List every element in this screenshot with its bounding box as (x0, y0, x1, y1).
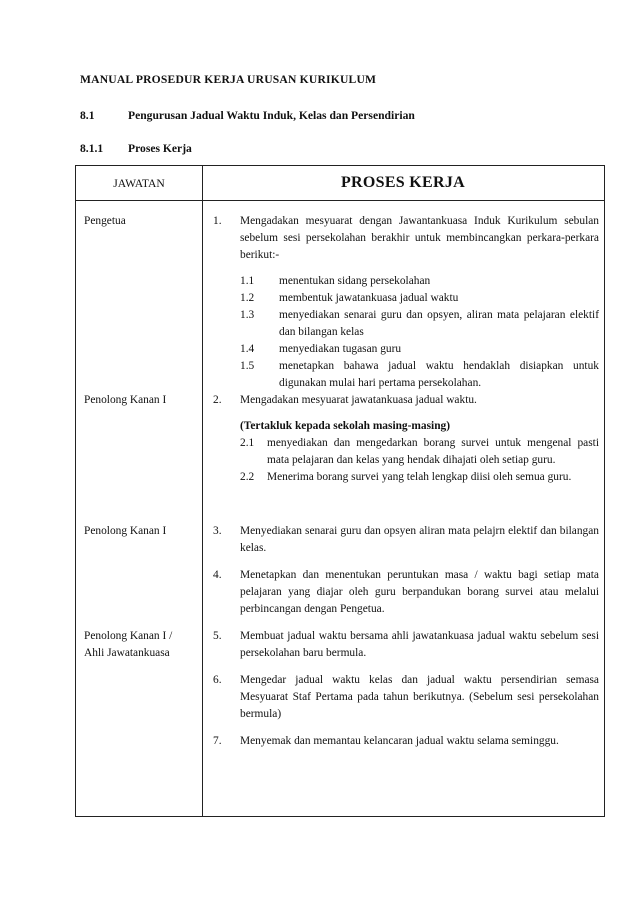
sub-item-number: 2.1 (240, 437, 255, 449)
role-cell (84, 628, 202, 662)
sub-item-number: 1.5 (240, 360, 255, 372)
sub-item (240, 273, 599, 290)
process-item-4 (213, 567, 599, 618)
process-item-6 (213, 672, 599, 723)
role-line: Ahli Jawatankuasa (84, 647, 170, 659)
sub-item-text: menyediakan senarai guru dan opsyen, aliran mata pelajaran elektif dan bilangan kelas (279, 309, 599, 338)
role-line: Penolong Kanan I (84, 394, 167, 406)
role-line: Penolong Kanan I (84, 525, 167, 537)
sub-item-text: membentuk jawatankuasa jadual waktu (279, 292, 459, 304)
process-table (75, 165, 605, 817)
sub-item (240, 290, 599, 307)
item-text: Mengadakan mesyuarat dengan Jawantankuasa Induk Kurikulum sebulan sebelum sesi persekolahan berakhir untuk membincangkan perkara-perkara berikut:- (240, 215, 599, 261)
sub-item (240, 469, 599, 486)
item-number: 3. (213, 525, 222, 537)
sub-item-number: 1.4 (240, 343, 255, 355)
process-item-5 (213, 628, 599, 662)
process-item-3 (213, 523, 599, 557)
item-number: 5. (213, 630, 222, 642)
role-line: Penolong Kanan I / (84, 630, 173, 642)
item-text: Menyediakan senarai guru dan opsyen aliran mata pelajrn elektif dan bilangan kelas. (240, 525, 599, 554)
item-number: 6. (213, 674, 222, 686)
section-title: Pengurusan Jadual Waktu Induk, Kelas dan Persendirian (128, 109, 415, 122)
subsection-number: 8.1.1 (80, 142, 104, 155)
sub-item-number: 1.2 (240, 292, 255, 304)
item-text: Membuat jadual waktu bersama ahli jawatankuasa jadual waktu sebelum sesi persekolahan baru bermula. (240, 630, 599, 659)
item-number: 2. (213, 394, 222, 406)
header-divider (76, 200, 604, 201)
role-cell (84, 523, 202, 540)
sub-item-text: menyediakan dan mengedarkan borang survei untuk mengenal pasti mata pelajaran dan kelas yang hendak dihajati oleh setiap guru. (267, 437, 599, 466)
subsection-title: Proses Kerja (128, 142, 192, 155)
role-line: Pengetua (84, 215, 126, 227)
sub-item-number: 1.1 (240, 275, 255, 287)
sub-item-text: Menerima borang survei yang telah lengkap diisi oleh semua guru. (267, 471, 572, 483)
sub-item (240, 307, 599, 341)
sub-item-text: menyediakan tugasan guru (279, 343, 402, 355)
item-text: Mengedar jadual waktu kelas dan jadual waktu persendirian semasa Mesyuarat Staf Pertama pada tahun berikutnya. (Sebelum sesi persekolahan bermula) (240, 674, 599, 720)
item-note: (Tertakluk kepada sekolah masing-masing) (240, 420, 451, 432)
item-text: Menetapkan dan menentukan peruntukan masa / waktu bagi setiap mata pelajaran yang diajar oleh guru berpandukan borang survei atau melalui perbincangan dengan Pengetua. (240, 569, 599, 615)
item-number: 4. (213, 569, 222, 581)
document-title: MANUAL PROSEDUR KERJA URUSAN KURIKULUM (80, 73, 377, 86)
sub-item (240, 358, 599, 392)
sub-item-number: 2.2 (240, 471, 255, 483)
sub-item (240, 435, 599, 469)
item-number: 1. (213, 215, 222, 227)
item-text: Menyemak dan memantau kelancaran jadual waktu selama seminggu. (240, 735, 559, 747)
process-item-2 (213, 392, 599, 486)
sub-item-text: menentukan sidang persekolahan (279, 275, 431, 287)
item-number: 7. (213, 735, 222, 747)
role-cell (84, 392, 202, 409)
sub-item-number: 1.3 (240, 309, 255, 321)
process-item-7 (213, 733, 599, 750)
sub-item (240, 341, 599, 358)
column-divider (202, 166, 203, 816)
jawatan-column-header: JAWATAN (113, 177, 165, 190)
item-text: Mengadakan mesyuarat jawatankuasa jadual waktu. (240, 394, 477, 406)
sub-item-text: menetapkan bahawa jadual waktu hendaklah disiapkan untuk digunakan mulai hari pertama persekolahan. (279, 360, 599, 389)
proses-kerja-column-header: PROSES KERJA (340, 174, 466, 191)
role-cell (84, 213, 202, 230)
section-number: 8.1 (80, 109, 95, 122)
process-item-1 (213, 213, 599, 392)
